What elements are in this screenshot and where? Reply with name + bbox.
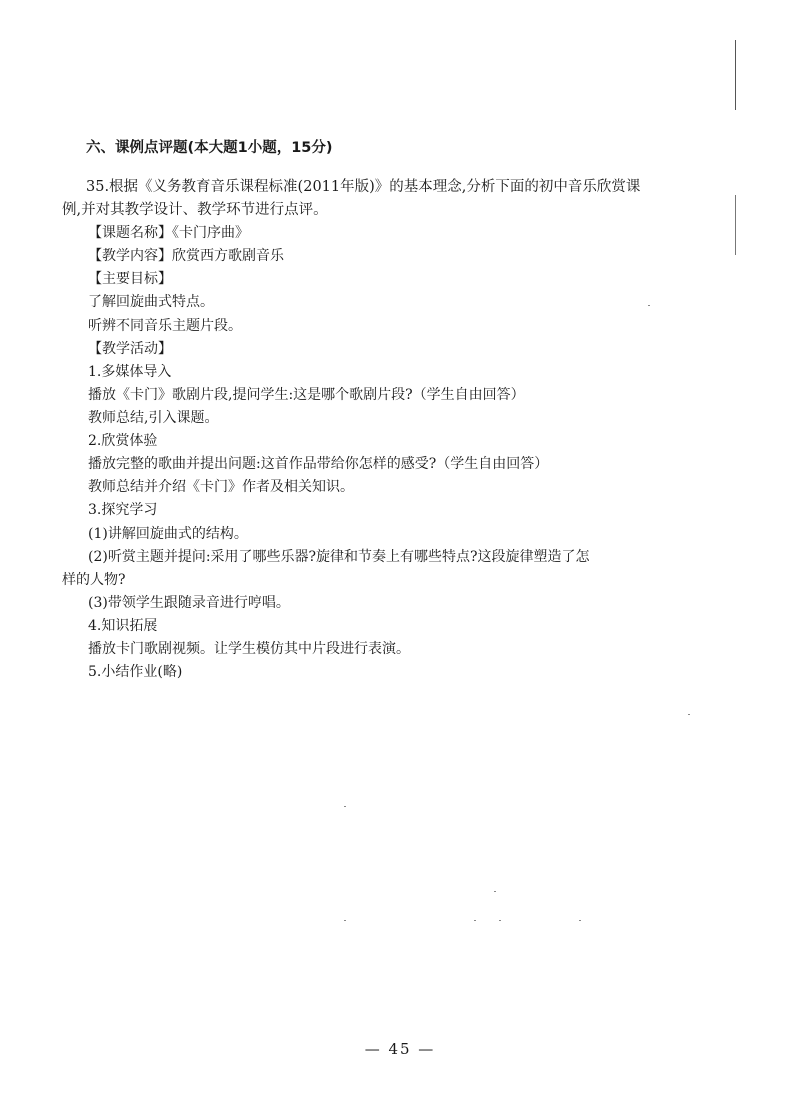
scan-speck [494,891,496,892]
scan-speck [499,920,501,921]
lesson-title-line: 【课题名称】《卡门序曲》 [88,225,249,241]
step-title: 5.小结作业(略) [88,664,183,680]
goal-item: 了解回旋曲式特点。 [88,294,214,310]
step-text: 教师总结,引入课题。 [88,410,219,426]
step-title: 1.多媒体导入 [88,364,172,380]
scan-speck [344,920,346,921]
scan-speck [344,806,346,807]
step-text: 教师总结并介绍《卡门》作者及相关知识。 [88,479,354,495]
step-text: 播放《卡门》歌剧片段,提问学生:这是哪个歌剧片段?（学生自由回答） [88,387,525,403]
page-number: — 45 — [364,1040,436,1058]
step-text: (2)听赏主题并提问:采用了哪些乐器?旋律和节奏上有哪些特点?这段旋律塑造了怎 [88,549,590,565]
step-text: 播放卡门歌剧视频。让学生模仿其中片段进行表演。 [88,641,410,657]
scan-speck [474,920,476,921]
question-text-line-1: 35.根据《义务教育音乐课程标准(2011年版)》的基本理念,分析下面的初中音乐欣赏课 [86,179,641,195]
goal-item: 听辨不同音乐主题片段。 [88,318,242,334]
scan-speck [579,920,581,921]
step-title: 3.探究学习 [88,502,158,518]
step-text: 播放完整的歌曲并提出问题:这首作品带给你怎样的感受?（学生自由回答） [88,456,549,472]
step-text: 样的人物? [62,572,126,588]
scan-edge-mark [735,40,736,110]
question-text-line-2: 例,并对其教学设计、教学环节进行点评。 [62,202,328,218]
scan-speck [688,714,690,715]
step-title: 2.欣赏体验 [88,433,158,449]
goal-header: 【主要目标】 [88,271,172,287]
section-title: 六、课例点评题(本大题1小题，15分) [86,140,333,156]
lesson-content-line: 【教学内容】欣赏西方歌剧音乐 [88,248,284,264]
step-text: (3)带领学生跟随录音进行哼唱。 [88,595,290,611]
step-text: (1)讲解回旋曲式的结构。 [88,526,248,542]
step-title: 4.知识拓展 [88,618,158,634]
scan-speck [648,305,650,306]
scan-edge-mark [735,195,736,255]
activities-header: 【教学活动】 [88,341,172,357]
